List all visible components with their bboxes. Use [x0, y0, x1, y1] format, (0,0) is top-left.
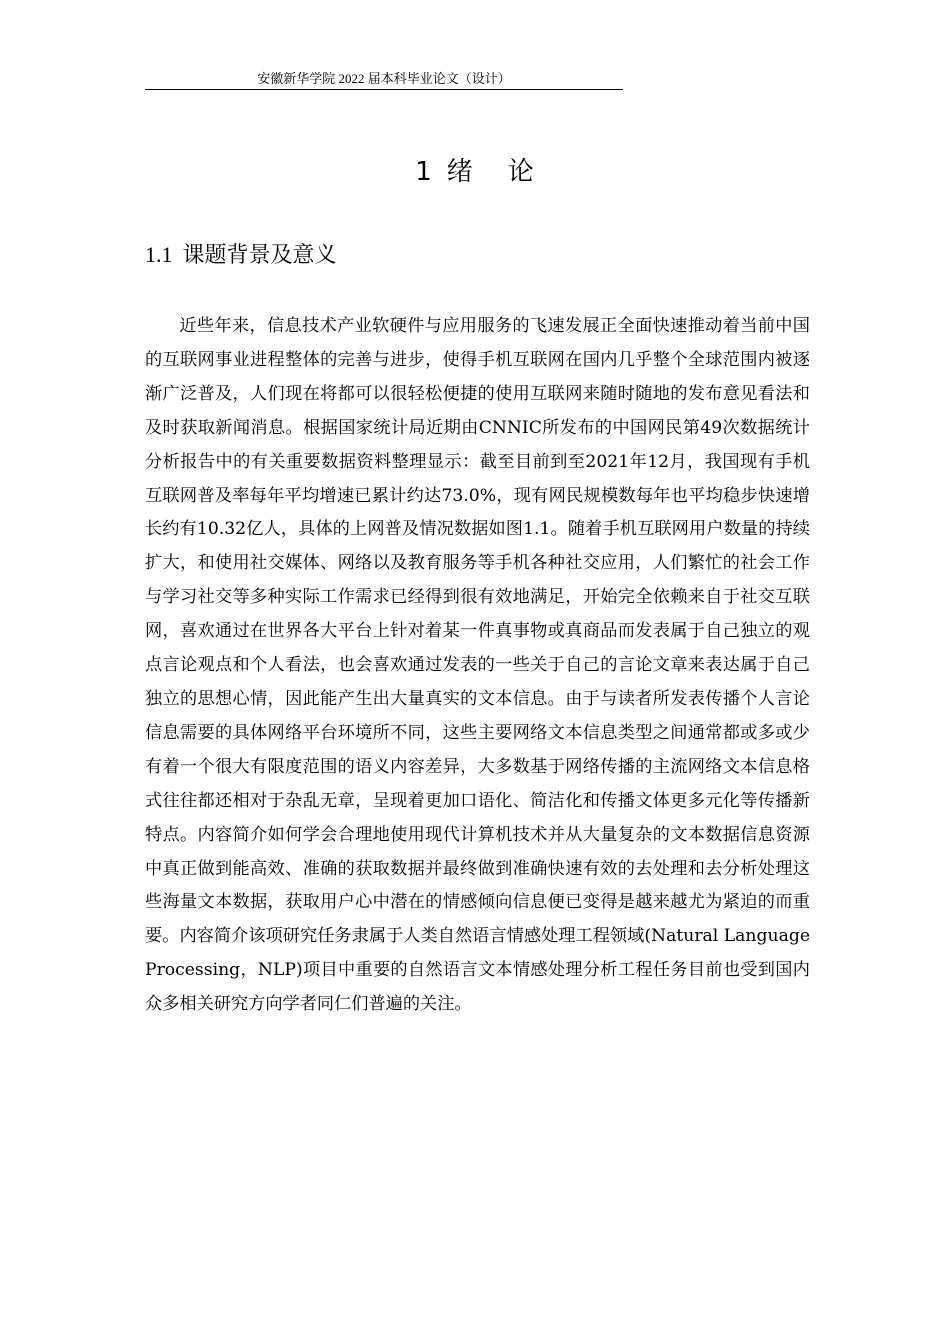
section-number: 1.1	[145, 242, 173, 267]
section-title	[145, 238, 337, 273]
chapter-title-part2: 论	[507, 157, 535, 187]
section-title-text: 课题背景及意义	[182, 243, 337, 268]
body-paragraph: 近些年来，信息技术产业软硬件与应用服务的飞速发展正全面快速推动着当前中国的互联网事业进程整体的完善与进步，使得手机互联网在国内几乎整个全球范围内被逐渐广泛普及，人们现在将都可以很轻松便捷的使用互联网来随时随地的发布意见看法和及时获取新闻消息。根据国家统计局近期由CNNIC所发布的中国网民第49次数据统计分析报告中的有关重要数据资料整理显示：截至目前到至2021年12月，我国现有手机互联网普及率每年平均增速已累计约达73.0%，现有网民规模数每年也平均稳步快速增长约有10.32亿人，具体的上网普及情况数据如图1.1。随着手机互联网用户数量的持续扩大，和使用社交媒体、网络以及教育服务等手机各种社交应用，人们繁忙的社会工作与学习社交等多种实际工作需求已经得到很有效地满足，开始完全依赖来自于社交互联网，喜欢通过在世界各大平台上针对着某一件真事物或真商品而发表属于自己独立的观点言论观点和个人看法，也会喜欢通过发表的一些关于自己的言论文章来表达属于自己独立的思想心情，因此能产生出大量真实的文本信息。由于与读者所发表传播个人言论信息需要的具体网络平台环境所不同，这些主要网络文本信息类型之间通常都或多或少有着一个很大有限度范围的语义内容差异，大多数基于网络传播的主流网络文本信息格式往往都还相对于杂乱无章，呈现着更加口语化、简洁化和传播文体更多元化等传播新特点。内容简介如何学会合理地使用现代计算机技术并从大量复杂的文本数据信息资源中真正做到能高效、准确的获取数据并最终做到准确快速有效的去处理和去分析处理这些海量文本数据，获取用户心中潜在的情感倾向信息便已变得是越来越尤为紧迫的而重要。内容简介该项研究任务隶属于人类自然语言情感处理工程领域(Natural Language Processing，NLP)项目中重要的自然语言文本情感处理分析工程任务目前也受到国内众多相关研究方向学者同仁们普遍的关注。	[145, 316, 810, 1015]
header-text: 安徽新华学院 2022 届本科毕业论文（设计）	[257, 71, 511, 86]
chapter-title-part1: 绪	[446, 157, 474, 187]
chapter-number: 1	[415, 157, 433, 187]
chapter-title	[0, 152, 950, 192]
page-header	[145, 69, 623, 90]
